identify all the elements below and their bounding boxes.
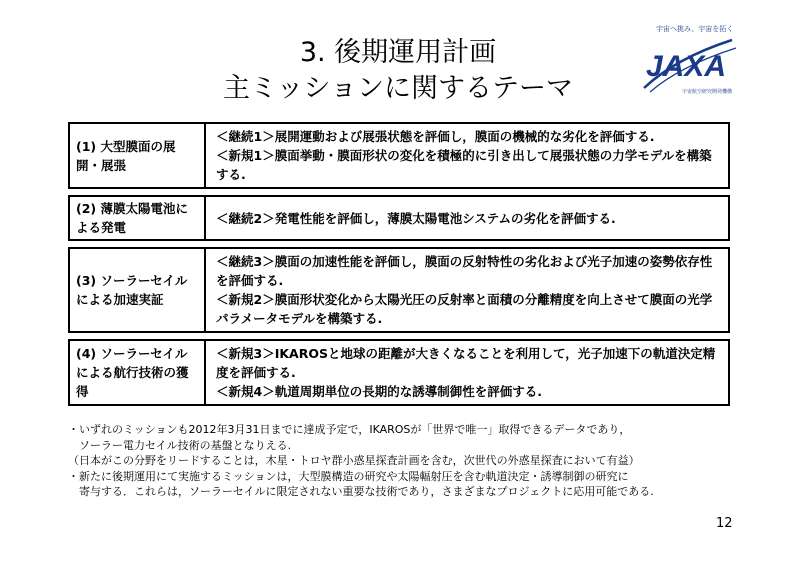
logo-tagline: 宇宙へ挑み、宇宙を拓く (656, 25, 734, 33)
description-line: ＜継続1＞展開運動および展張状態を評価し，膜面の機械的な劣化を評価する. (216, 129, 655, 144)
note-line: （日本がこの分野をリードすることは，木星・トロヤ群小惑星探査計画を含む，次世代の外惑星探査において有益） (68, 454, 640, 467)
theme-label: (3) ソーラーセイルによる加速実証 (69, 248, 205, 332)
logo-subtext: 宇宙航空研究開発機構 (682, 89, 733, 95)
description-line: ＜新規3＞IKAROSと地球の距離が大きくなることを利用して，光子加速下の軌道決定精度を評価する. (216, 346, 716, 380)
theme-label: (1) 大型膜面の展開・展張 (69, 123, 205, 188)
page-title-line-2: 主ミッションに関するテーマ (223, 73, 573, 104)
jaxa-logo-icon (636, 18, 740, 98)
description-line: ＜新規4＞軌道周期単位の長期的な誘導制御性を評価する. (216, 384, 542, 399)
description-line: ＜継続2＞発電性能を評価し，薄膜太陽電池システムの劣化を評価する. (216, 210, 616, 226)
theme-description (205, 196, 729, 240)
note-line: ・新たに後期運用にて実施するミッションは，大型膜構造の研究や太陽輻射圧を含む軌道決定・誘導制御の研究に (68, 469, 629, 483)
page-title-line-1: 3. 後期運用計画 (299, 37, 497, 68)
note-line: 寄与する．これらは，ソーラーセイルに限定されない重要な技術であり，さまざまなプロジェクトに応用可能である. (68, 485, 654, 498)
description-line: ＜新規2＞膜面形状変化から太陽光圧の反射率と面積の分離精度を向上させて膜面の光学パラメータモデルを構築する. (216, 292, 713, 326)
table-row (69, 248, 729, 332)
theme-description (205, 248, 729, 332)
theme-description (205, 123, 729, 188)
notes-block (68, 422, 748, 500)
note-line: ・いずれのミッションも2012年3月31日までに達成予定で，IKAROSが「世界で唯一」取得できるデータであり， (68, 423, 631, 436)
description-line: ＜継続3＞膜面の加速性能を評価し，膜面の反射特性の劣化および光子加速の姿勢依存性を評価する. (216, 254, 713, 288)
description-line: ＜新規1＞膜面挙動・膜面形状の変化を積極的に引き出して展張状態の力学モデルを構築する. (216, 148, 712, 182)
page-number: 12 (716, 516, 733, 531)
table-row (69, 196, 729, 240)
themes-table (68, 122, 730, 406)
theme-label: (4) ソーラーセイルによる航行技術の獲得 (69, 340, 205, 405)
table-row (69, 123, 729, 188)
note-line: ソーラー電力セイル技術の基盤となりえる. (68, 438, 292, 452)
table-row (69, 340, 729, 405)
logo-wordmark: JAXA (646, 50, 727, 83)
theme-description (205, 340, 729, 405)
theme-label: (2) 薄膜太陽電池による発電 (69, 196, 205, 240)
